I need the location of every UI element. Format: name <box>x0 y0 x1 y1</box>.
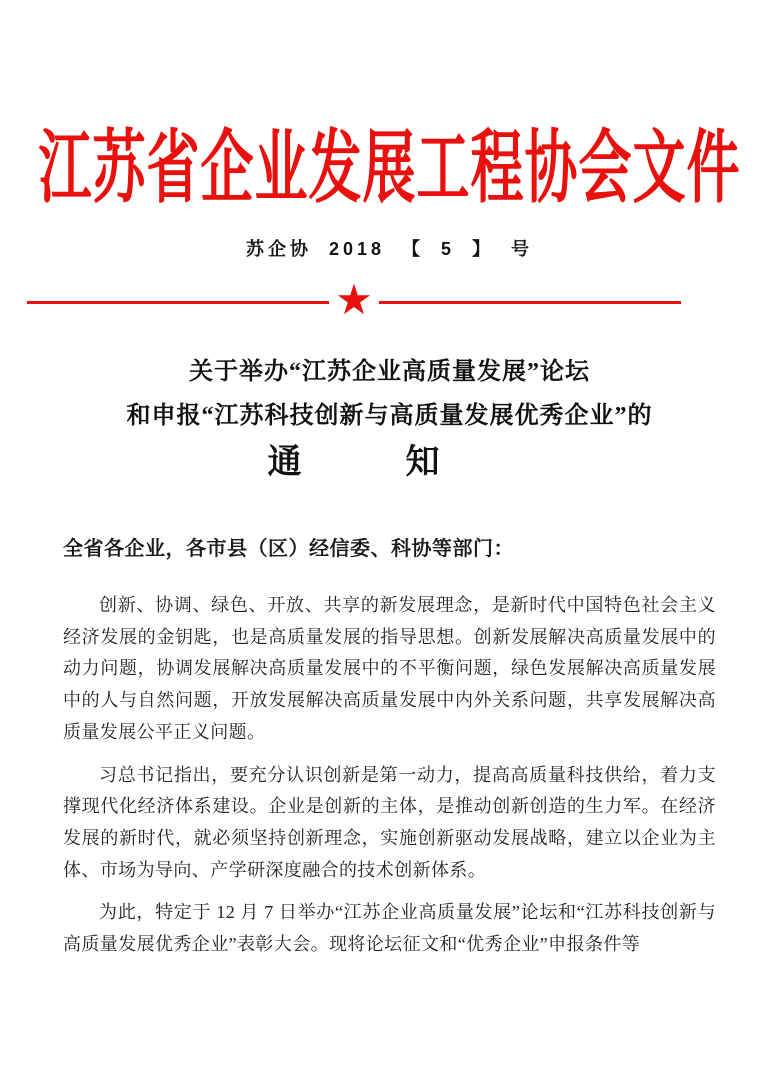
notice-title-line-1: 关于举办“江苏企业高质量发展”论坛 <box>189 359 590 385</box>
notice-title-char-2: 知 <box>405 444 440 481</box>
divider-line-left <box>27 301 329 304</box>
paragraph-1: 创新、协调、绿色、开放、共享的新发展理念，是新时代中国特色社会主义经济发展的金钥匙，也是高质量发展的指导思想。创新发展解决高质量发展中的动力问题，协调发展解决高质量发展中的不平衡问题，绿色发展解决高质量发展中的人与自然问题，开放发展解决高质量发展中内外关系问题，共享发展解决高质量发展公平正义问题。 <box>63 595 716 742</box>
letterhead <box>0 116 779 213</box>
divider-line-right <box>379 301 681 304</box>
notice-title <box>0 350 779 438</box>
notice-title-word <box>0 440 707 486</box>
notice-title-char-1: 通 <box>267 444 302 481</box>
star-icon: ★ <box>335 275 373 324</box>
notice-body <box>63 590 716 961</box>
salutation: 全省各企业，各市县（区）经信委、科协等部门： <box>63 538 514 560</box>
doc-number: 苏企协 2018 【 5 】 号 <box>245 239 534 259</box>
paragraph-3: 为此，特定于 12 月 7 日举办“江苏企业高质量发展”论坛和“江苏科技创新与高质量发展优秀企业”表彰大会。现将论坛征文和“优秀企业”申报条件等 <box>63 902 716 955</box>
red-divider <box>27 275 681 324</box>
notice-title-line-2: 和申报“江苏科技创新与高质量发展优秀企业”的 <box>126 403 653 429</box>
paragraph-2: 习总书记指出，要充分认识创新是第一动力，提高高质量科技供给，着力支撑现代化经济体系建设。企业是创新的主体，是推动创新创造的生力军。在经济发展的新时代，就必须坚持创新理念，实施创新驱动发展战略，建立以企业为主体、市场为导向、产学研深度融合的技术创新体系。 <box>63 764 716 880</box>
document-page <box>0 116 779 1069</box>
letterhead-title: 江苏省企业发展工程协会文件 <box>38 126 741 213</box>
